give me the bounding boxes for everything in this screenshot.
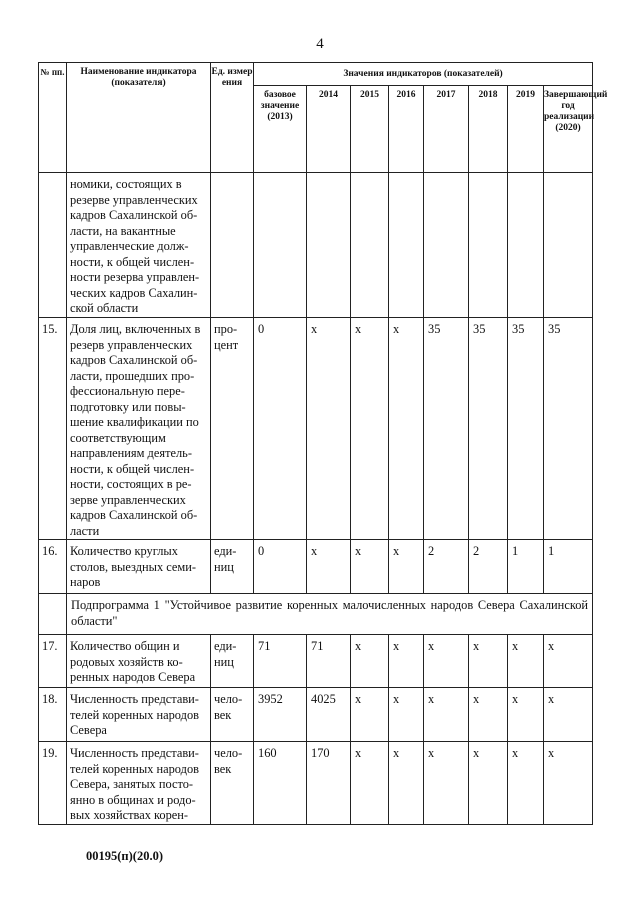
value-cell: 35	[544, 318, 593, 540]
value-cell	[307, 173, 351, 318]
table-row	[39, 635, 593, 688]
header-year-base: базовое значение (2013)	[254, 86, 307, 173]
indicator-name: номики, состоящих в резерве управленческих кадров Сахалинской об- ласти, на вакантные управленческие долж- ности, к общей числен- ности резерва управлен- ческих кадров Сахалин- ской области	[67, 173, 211, 318]
value-cell: x	[351, 540, 389, 594]
indicator-unit: еди- ниц	[211, 635, 254, 688]
row-num	[39, 173, 67, 318]
indicator-unit: чело- век	[211, 688, 254, 742]
value-cell: x	[351, 318, 389, 540]
table-row	[39, 540, 593, 594]
row-num: 19.	[39, 742, 67, 825]
header-year-2017: 2017	[424, 86, 469, 173]
indicator-name: Доля лиц, включенных в резерв управленческих кадров Сахалинской об- ласти, прошедших про- фессиональную пере- подготовку или повы- шение квалификации по соответствующим направлениям деятель- ности, к общей числен- ности, состоящих в ре- зерве управленческих кадров Сахалинской об- ласти	[67, 318, 211, 540]
subprogram-row	[39, 594, 593, 635]
value-cell: 2	[469, 540, 508, 594]
indicator-name: Численность представи- телей коренных народов Севера, занятых посто- янно в общинах и родо- вых хозяйствах корен-	[67, 742, 211, 825]
value-cell: 3952	[254, 688, 307, 742]
value-cell: 71	[307, 635, 351, 688]
header-name: Наименование индикатора (показателя)	[67, 63, 211, 173]
header-values-group: Значения индикаторов (показателей)	[254, 63, 593, 86]
value-cell	[508, 173, 544, 318]
value-cell: x	[469, 688, 508, 742]
value-cell: x	[389, 540, 424, 594]
value-cell	[351, 173, 389, 318]
row-num: 18.	[39, 688, 67, 742]
value-cell: x	[508, 742, 544, 825]
value-cell: x	[544, 635, 593, 688]
value-cell: x	[424, 635, 469, 688]
header-num: № пп.	[39, 63, 67, 173]
indicator-unit: про- цент	[211, 318, 254, 540]
table-row	[39, 318, 593, 540]
indicator-name: Количество круглых столов, выездных семи- наров	[67, 540, 211, 594]
value-cell: x	[544, 742, 593, 825]
value-cell: 160	[254, 742, 307, 825]
value-cell: 0	[254, 318, 307, 540]
header-year-2016: 2016	[389, 86, 424, 173]
indicators-table	[38, 62, 608, 825]
value-cell: x	[389, 742, 424, 825]
header-unit: Ед. измерения	[211, 63, 254, 173]
header-year-2018: 2018	[469, 86, 508, 173]
header-year-final: Завершающий год реализации (2020)	[544, 86, 593, 173]
value-cell: x	[389, 318, 424, 540]
value-cell: x	[351, 742, 389, 825]
value-cell: 170	[307, 742, 351, 825]
table-row	[39, 173, 593, 318]
indicator-name: Численность представи- телей коренных народов Севера	[67, 688, 211, 742]
value-cell: x	[544, 688, 593, 742]
value-cell: 35	[424, 318, 469, 540]
value-cell	[389, 173, 424, 318]
value-cell: x	[351, 635, 389, 688]
row-num: 17.	[39, 635, 67, 688]
value-cell: x	[389, 635, 424, 688]
value-cell: x	[351, 688, 389, 742]
document-code: 00195(п)(20.0)	[86, 849, 163, 863]
table-row	[39, 688, 593, 742]
value-cell: 1	[508, 540, 544, 594]
value-cell: 2	[424, 540, 469, 594]
table-row	[39, 742, 593, 825]
row-num: 16.	[39, 540, 67, 594]
indicator-name: Количество общин и родовых хозяйств ко- ренных народов Севера	[67, 635, 211, 688]
value-cell: 0	[254, 540, 307, 594]
row-num: 15.	[39, 318, 67, 540]
header-year-2014: 2014	[307, 86, 351, 173]
value-cell: x	[508, 688, 544, 742]
value-cell	[254, 173, 307, 318]
indicator-unit: еди- ниц	[211, 540, 254, 594]
header-year-2015: 2015	[351, 86, 389, 173]
indicator-unit	[211, 173, 254, 318]
value-cell: 35	[508, 318, 544, 540]
value-cell: x	[424, 688, 469, 742]
value-cell: x	[424, 742, 469, 825]
value-cell: 1	[544, 540, 593, 594]
value-cell	[469, 173, 508, 318]
header-year-2019: 2019	[508, 86, 544, 173]
value-cell	[544, 173, 593, 318]
value-cell: x	[389, 688, 424, 742]
value-cell: x	[508, 635, 544, 688]
value-cell: 71	[254, 635, 307, 688]
indicator-unit: чело- век	[211, 742, 254, 825]
value-cell: x	[307, 540, 351, 594]
value-cell	[424, 173, 469, 318]
page-number: 4	[316, 36, 324, 52]
value-cell: x	[469, 742, 508, 825]
value-cell: 35	[469, 318, 508, 540]
subprogram-title: Подпрограмма 1 "Устойчивое развитие коренных малочисленных народов Севера Сахалинской области"	[67, 594, 593, 635]
value-cell: x	[469, 635, 508, 688]
value-cell: 4025	[307, 688, 351, 742]
value-cell: x	[307, 318, 351, 540]
